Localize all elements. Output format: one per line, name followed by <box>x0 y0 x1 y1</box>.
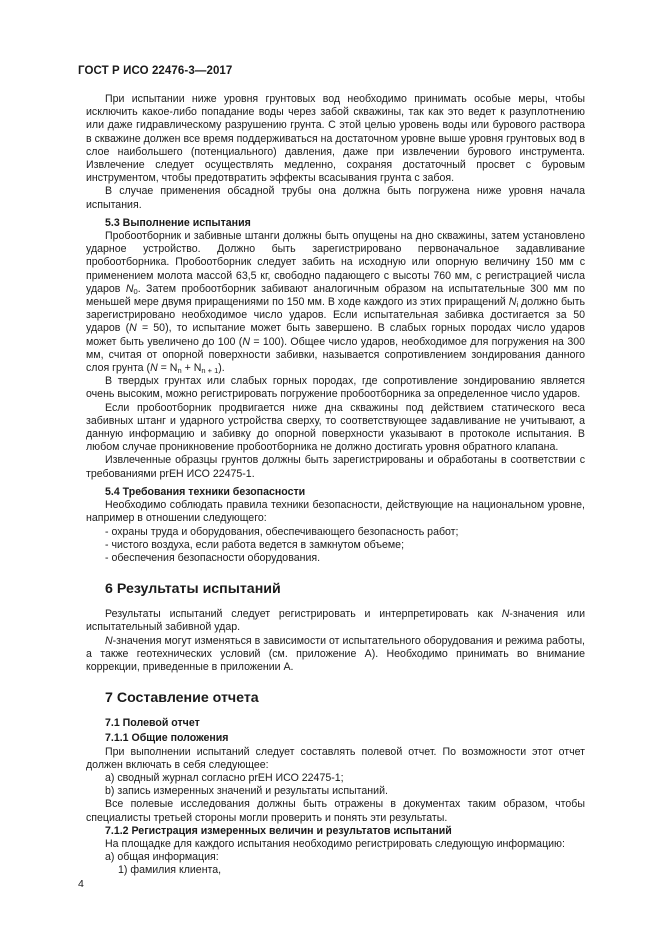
section-heading-5-3: 5.3 Выполнение испытания <box>105 216 251 229</box>
paragraph-static-weight: Если пробоотборник продвигается ниже дна скважины под действием статического веса забивных штанг и ударного устройства сверху, то соответствующее задавливание не учитывают, а данную информацию и забивку до опорной поверхности указывают в протоколе испытания. В любом случае проникновение пробоотборника не должно достигать уровня обратного клапана. <box>86 401 585 454</box>
paragraph-documentation: Все полевые исследования должны быть отражены в документах таким образом, чтобы специалисты третьей стороны могли проверить и понять эти результаты. <box>86 798 585 824</box>
document-header: ГОСТ Р ИСО 22476-3—2017 <box>78 65 233 77</box>
section-heading-7-1-1: 7.1.1 Общие положения <box>105 732 229 745</box>
paragraph-groundwater: При испытании ниже уровня грунтовых вод необходимо принимать особые меры, чтобы исключить какое-либо попадание воды через забой скважины, так как это ведет к разуплотнению или даже гидравлическому разрушению грунта. С этой целью уровень воды или бурового раствора в скважине должен все время поддерживаться на достаточном уровне выше уровня грунтовых вод в слое наибольшего (потенциального) давления, даже при извлечении бурового инструмента. Извлечение следует осуществлять медленно, сохраняя достаточный просвет с буровым инструментом, чтобы предотвратить эффекты всасывания грунта с забоя. <box>86 93 585 185</box>
list-item: - охраны труда и оборудования, обеспечивающего безопасность работ; <box>105 525 459 538</box>
paragraph-safety: Необходимо соблюдать правила техники безопасности, действующие на национальном уровне, например в отношении следующего: <box>86 499 585 525</box>
paragraph-samples: Извлеченные образцы грунтов должны быть зарегистрированы и обработаны в соответствии с требованиями prЕН ИСО 22475-1. <box>86 454 585 480</box>
list-item: - обеспечения безопасности оборудования. <box>105 551 321 564</box>
section-heading-7-1: 7.1 Полевой отчет <box>105 717 200 730</box>
section-heading-6: 6 Результаты испытаний <box>105 581 281 598</box>
paragraph-casing: В случае применения обсадной трубы она должна быть погружена ниже уровня начала испытания. <box>86 185 585 211</box>
page-number: 4 <box>78 878 84 890</box>
paragraph-hard-soils: В твердых грунтах или слабых горных породах, где сопротивление зондированию является очень высоким, можно регистрировать погружение пробоотборника за определенное число ударов. <box>86 375 585 401</box>
list-item: - чистого воздуха, если работа ведется в замкнутом объеме; <box>105 538 405 551</box>
section-heading-5-4: 5.4 Требования техники безопасности <box>105 485 306 498</box>
list-item: b) запись измеренных значений и результаты испытаний. <box>105 785 388 798</box>
paragraph-registration: На площадке для каждого испытания необходимо регистрировать следующую информацию: <box>105 837 565 850</box>
list-item: а) сводный журнал согласно prЕН ИСО 22475-1; <box>105 771 344 784</box>
section-heading-7: 7 Составление отчета <box>105 690 259 707</box>
paragraph-n-values: N-значения могут изменяться в зависимости от испытательного оборудования и режима работы, а также геотехнических условий (см. приложение А). Необходимо принимать во внимание коррекции, приведенные в приложении А. <box>86 634 585 673</box>
paragraph-results: Результаты испытаний следует регистрировать и интерпретировать как N-значения или испытательный забивной удар. <box>86 608 585 634</box>
paragraph-test-procedure: Пробоотборник и забивные штанги должны быть опущены на дно скважины, затем установлено ударное устройство. Должно быть зарегистрировано первоначальное задавливание пробоотборника. Пробоотборник следует забить на исходную или опорную величину 150 мм с применением молота массой 63,5 кг, свободно падающего с высоты 760 мм, с регистрацией числа ударов $N_0$. Затем пробоотборник забивают аналогичным образом на испытательные 300 мм по меньшей мере двумя приращениями по 150 мм. В ходе каждого из этих приращений $N_i$ должно быть зарегистрировано необходимое число ударов. Если испытательная забивка достигается за 50 ударов (N = 50), то испытание может быть завершено. В слабых горных породах число ударов может быть увеличено до 100 (N = 100). Общее число ударов, необходимое для погружения на 300 мм, считая от опорной поверхности забивки, называется сопротивлением зондирования данного слоя грунта $(N = N_n + N_{n + 1})$. <box>86 230 585 376</box>
page-body <box>86 93 585 878</box>
list-item: 1) фамилия клиента, <box>118 864 222 877</box>
paragraph-field-report: При выполнении испытаний следует составлять полевой отчет. По возможности этот отчет должен включать в себя следующее: <box>86 745 585 771</box>
section-heading-7-1-2: 7.1.2 Регистрация измеренных величин и результатов испытаний <box>105 824 452 837</box>
list-item: а) общая информация: <box>105 851 219 864</box>
